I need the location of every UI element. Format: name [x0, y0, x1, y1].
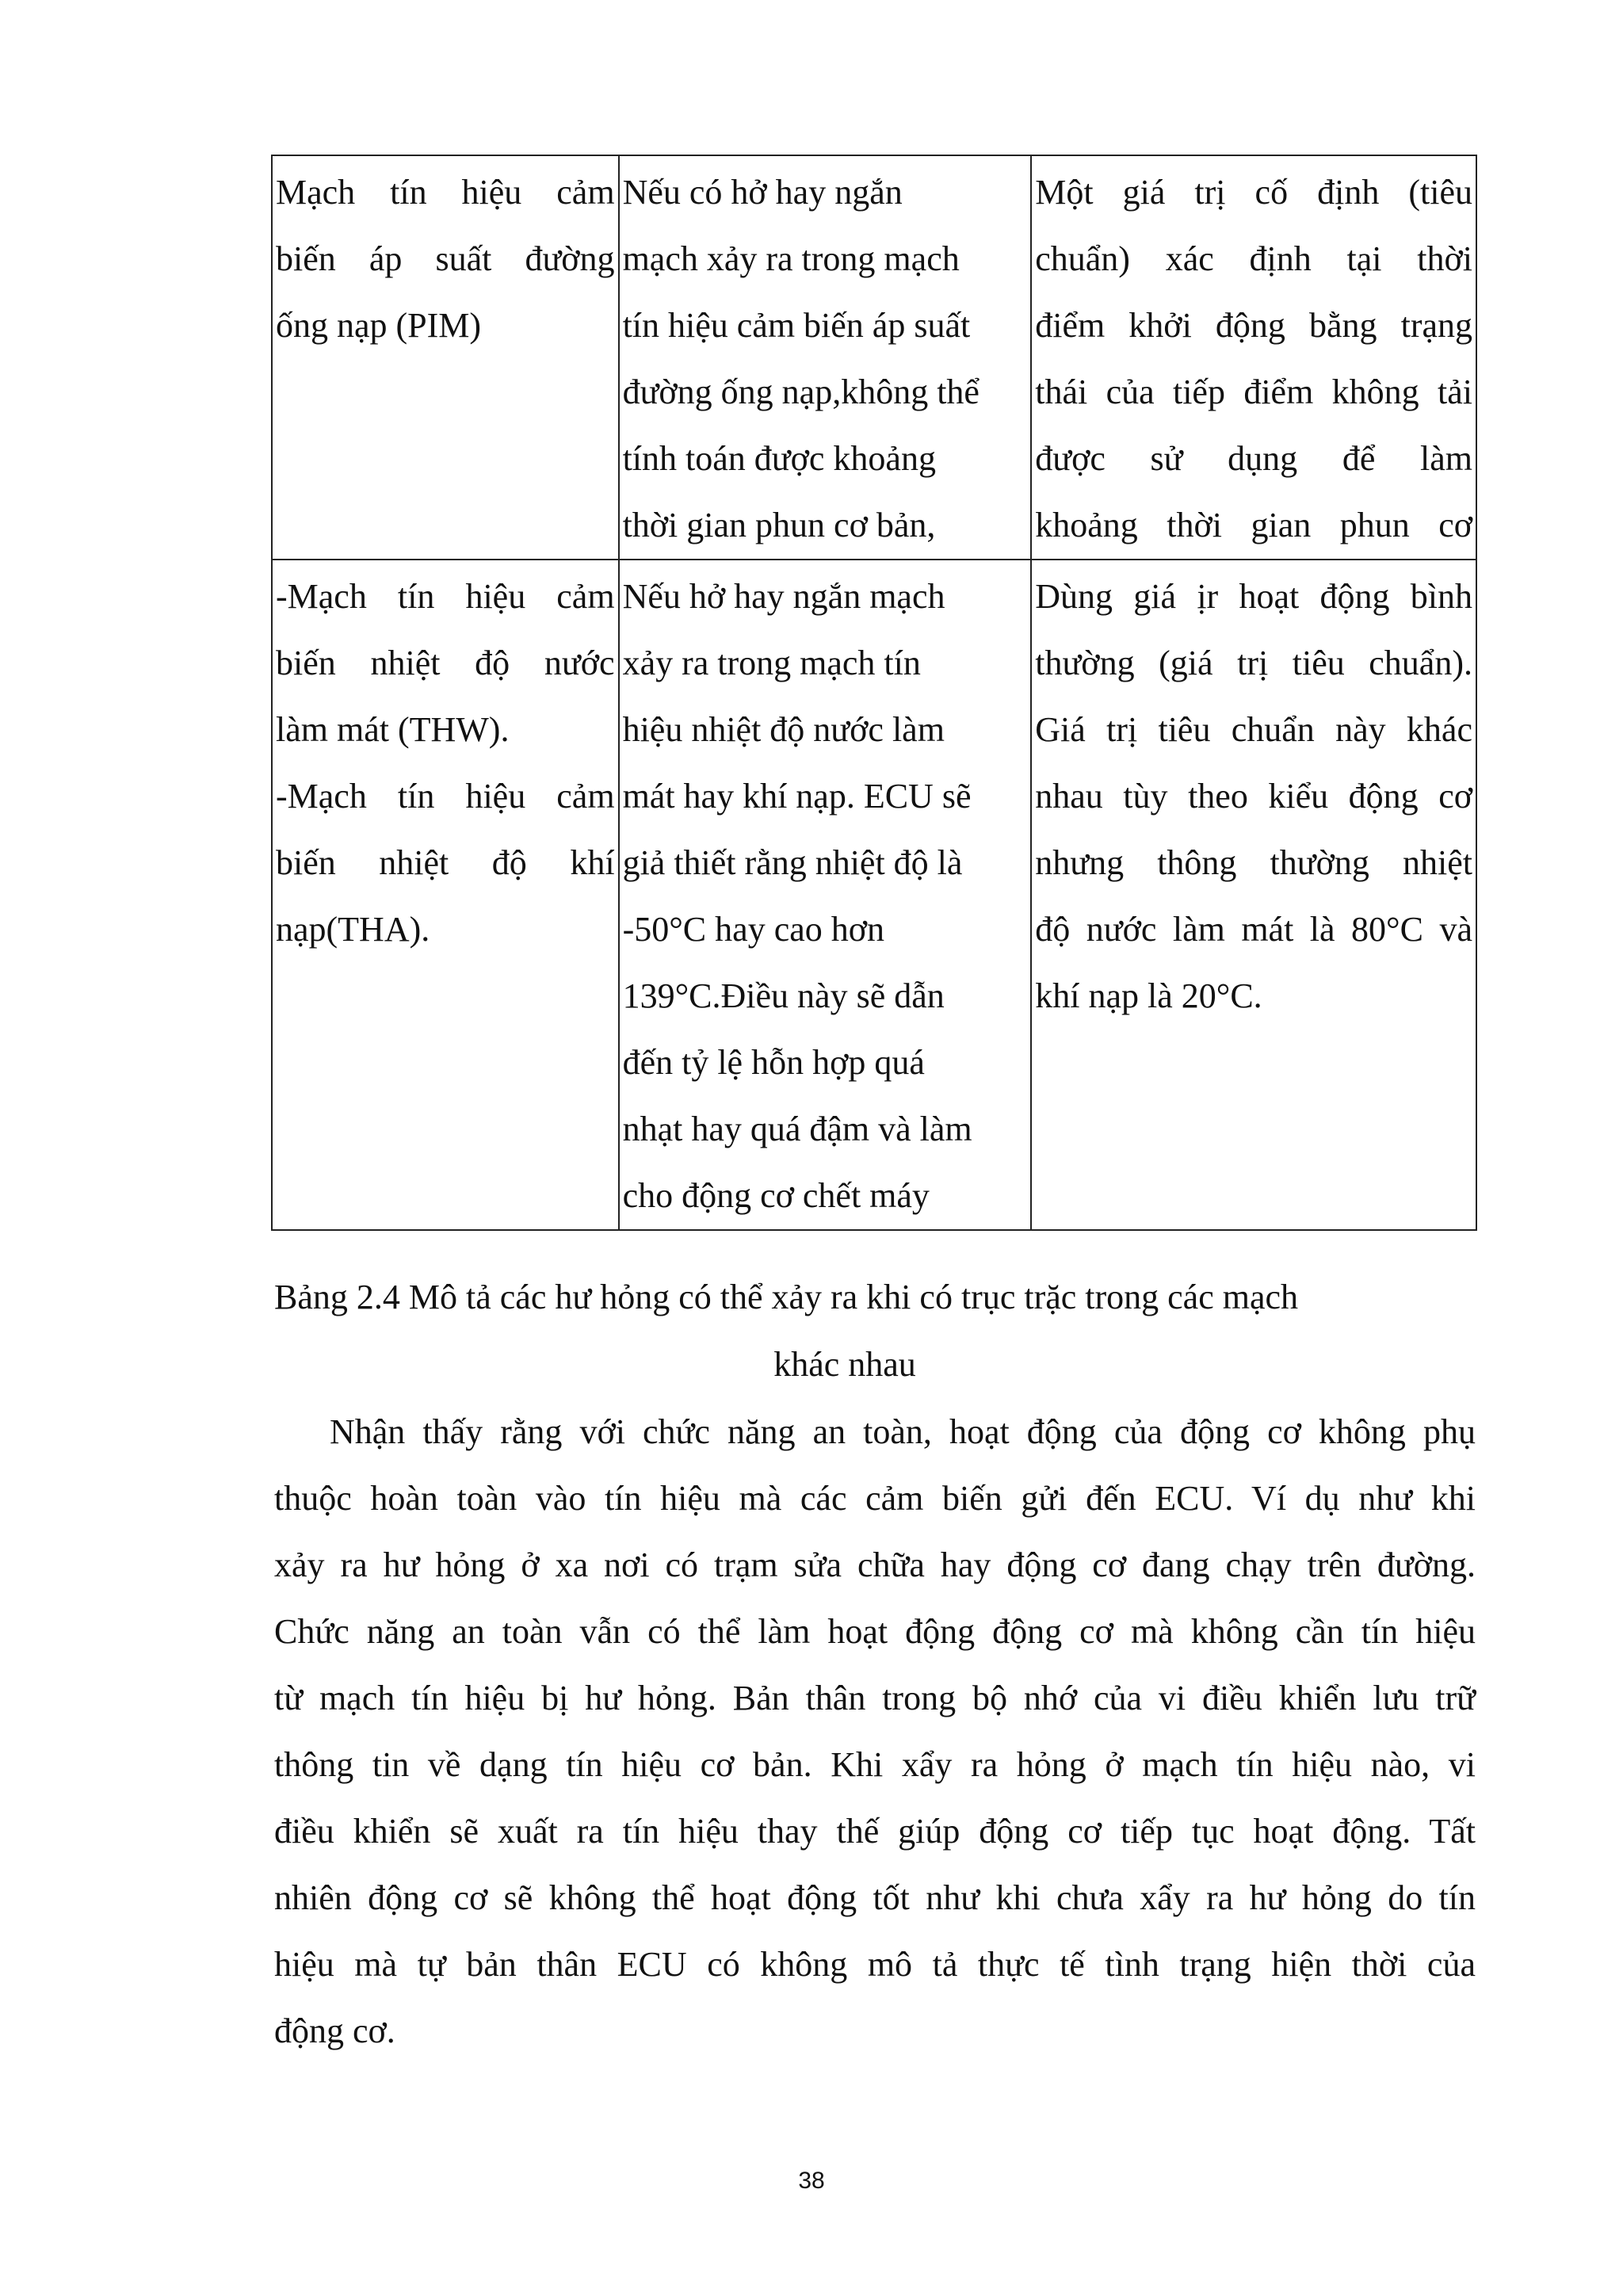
cell-line: -Mạch tín hiệu cảm	[276, 577, 615, 616]
paragraph-line: từ mạch tín hiệu bị hư hỏng. Bản thân trong bộ nhớ của vi điều khiển lưu trữ	[274, 1679, 1476, 1717]
table-row	[272, 560, 1476, 1230]
paragraph-line: Nhận thấy rằng với chức năng an toàn, hoạt động của động cơ không phụ	[330, 1412, 1476, 1451]
body-paragraph	[274, 1399, 1476, 2065]
paragraph-line: hiệu mà tự bản thân ECU có không mô tả thực tế tình trạng hiện thời của	[274, 1945, 1476, 1984]
table-cell-circuit	[272, 155, 619, 560]
cell-line: 139°C.Điều này sẽ dẫn	[622, 976, 945, 1015]
paragraph-line: Chức năng an toàn vẫn có thể làm hoạt động động cơ mà không cần tín hiệu	[274, 1612, 1476, 1651]
cell-line: tín hiệu cảm biến áp suất	[622, 306, 971, 345]
table-caption: Bảng 2.4 Mô tả các hư hỏng có thể xảy ra khi có trục trặc trong các mạch	[274, 1278, 1299, 1316]
table-cell-failsafe	[1031, 560, 1476, 1230]
table-caption-continued: khác nhau	[773, 1345, 916, 1384]
table-row	[272, 155, 1476, 560]
cell-line: hiệu nhiệt độ nước làm	[622, 710, 945, 749]
cell-line: biến nhiệt độ khí	[276, 843, 615, 882]
cell-line: Giá trị tiêu chuẩn này khác	[1035, 710, 1472, 749]
page-number: 38	[798, 2168, 825, 2194]
cell-line: Nếu hở hay ngắn mạch	[622, 577, 945, 616]
cell-line: nạp(THA).	[276, 910, 430, 949]
table-cell-symptom	[619, 560, 1032, 1230]
cell-line: thường (giá trị tiêu chuẩn).	[1035, 644, 1472, 682]
cell-line: Một giá trị cố định (tiêu	[1035, 173, 1472, 212]
cell-line: ống nạp (PIM)	[276, 306, 482, 345]
table-cell-failsafe	[1031, 155, 1476, 560]
cell-line: được sử dụng để làm	[1035, 439, 1472, 478]
cell-line: thời gian phun cơ bản,	[622, 506, 936, 544]
cell-line: mạch xảy ra trong mạch	[622, 239, 960, 278]
paragraph-line: nhiên động cơ sẽ không thể hoạt động tốt như khi chưa xẩy ra hư hỏng do tín	[274, 1878, 1476, 1917]
table-cell-symptom	[619, 155, 1032, 560]
cell-line: chuẩn) xác định tại thời	[1035, 239, 1472, 278]
cell-line: làm mát (THW).	[276, 710, 510, 749]
paragraph-line: điều khiển sẽ xuất ra tín hiệu thay thế giúp động cơ tiếp tục hoạt động. Tất	[274, 1812, 1476, 1851]
cell-line: -Mạch tín hiệu cảm	[276, 777, 615, 816]
fault-table	[271, 155, 1477, 1231]
cell-line: nhau tùy theo kiểu động cơ	[1035, 777, 1472, 816]
cell-line: khoảng thời gian phun cơ	[1035, 506, 1472, 544]
cell-line: biến nhiệt độ nước	[276, 644, 615, 682]
cell-line: điểm khởi động bằng trạng	[1035, 306, 1472, 345]
cell-line: Nếu có hở hay ngắn	[622, 173, 903, 212]
cell-line: Dùng giá ịr hoạt động bình	[1035, 577, 1472, 616]
cell-line: cho động cơ chết máy	[622, 1176, 930, 1215]
cell-line: -50°C hay cao hơn	[622, 910, 885, 949]
paragraph-line: xảy ra hư hỏng ở xa nơi có trạm sửa chữa hay động cơ đang chạy trên đường.	[274, 1545, 1476, 1584]
cell-line: khí nạp là 20°C.	[1035, 976, 1262, 1015]
cell-line: biến áp suất đường	[276, 239, 615, 278]
paragraph-line: thuộc hoàn toàn vào tín hiệu mà các cảm biến gửi đến ECU. Ví dụ như khi	[274, 1479, 1476, 1518]
table-cell-circuit	[272, 560, 619, 1230]
cell-line: xảy ra trong mạch tín	[622, 644, 921, 682]
paragraph-line: động cơ.	[274, 2011, 395, 2050]
cell-line: đến tỷ lệ hỗn hợp quá	[622, 1043, 925, 1082]
cell-line: mát hay khí nạp. ECU sẽ	[622, 777, 972, 816]
cell-line: giả thiết rằng nhiệt độ là	[622, 843, 963, 882]
cell-line: đường ống nạp,không thể	[622, 372, 980, 411]
cell-line: độ nước làm mát là 80°C và	[1035, 910, 1472, 949]
cell-line: thái của tiếp điểm không tải	[1035, 372, 1472, 411]
cell-line: nhưng thông thường nhiệt	[1035, 843, 1472, 882]
cell-line: Mạch tín hiệu cảm	[276, 173, 615, 212]
cell-line: tính toán được khoảng	[622, 439, 936, 478]
cell-line: nhạt hay quá đậm và làm	[622, 1110, 972, 1148]
paragraph-line: thông tin về dạng tín hiệu cơ bản. Khi xẩy ra hỏng ở mạch tín hiệu nào, vi	[274, 1745, 1476, 1784]
